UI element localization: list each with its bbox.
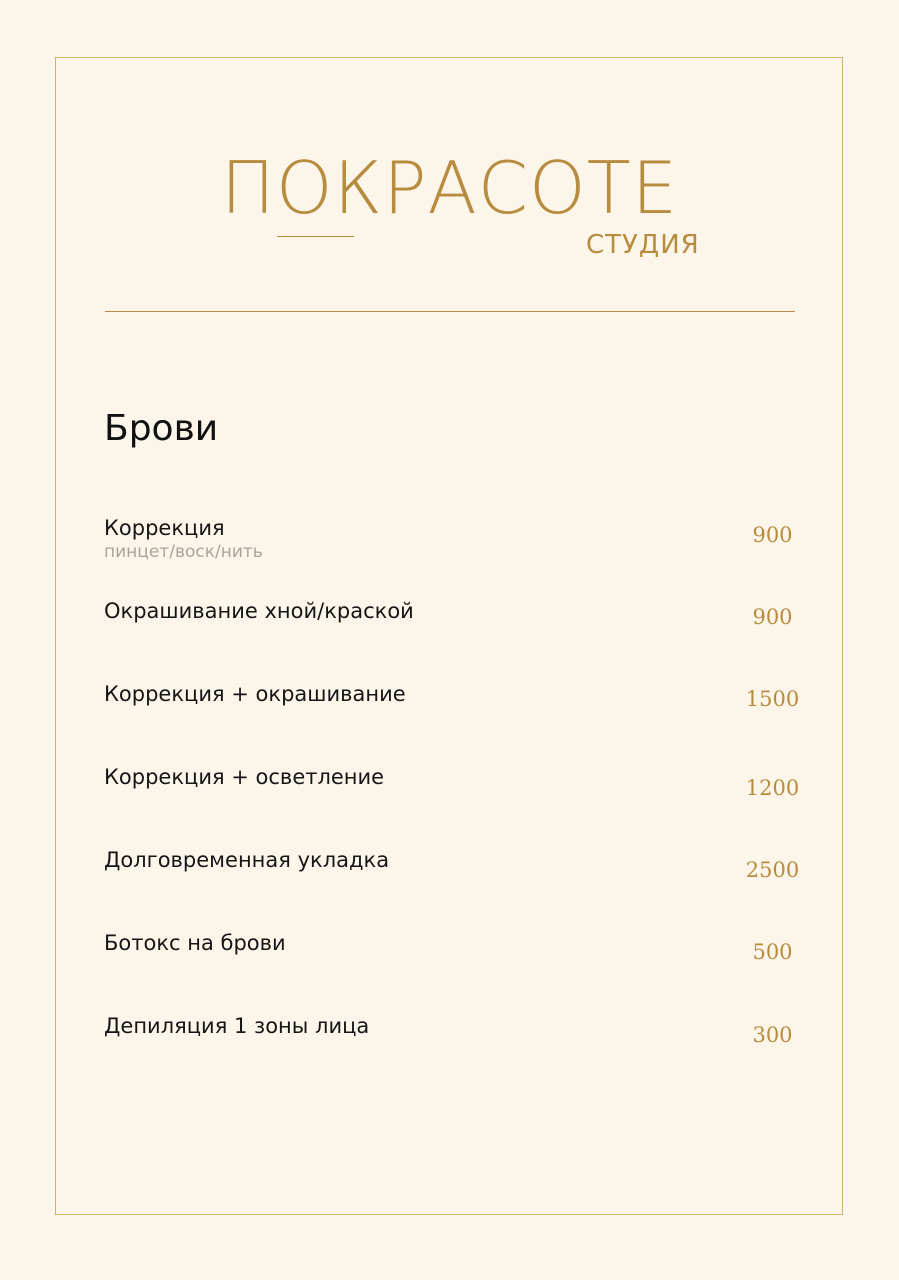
service-note: пинцет/воск/нить — [104, 542, 263, 562]
service-name: Ботокс на брови — [104, 931, 286, 955]
service-price: 900 — [752, 605, 793, 629]
service-item — [104, 514, 804, 562]
service-item — [104, 929, 804, 964]
brand-underline — [277, 236, 354, 237]
service-name: Окрашивание хной/краской — [104, 599, 414, 623]
service-item — [104, 846, 804, 882]
header-divider — [105, 311, 795, 312]
brand-name: ПОКРАСОТЕ — [220, 146, 679, 230]
service-price: 1200 — [745, 776, 800, 800]
service-name: Коррекция + осветление — [104, 765, 385, 789]
page-frame — [55, 57, 843, 1215]
brand-subtitle: СТУДИЯ — [586, 230, 700, 260]
service-name: Депиляция 1 зоны лица — [104, 1014, 370, 1038]
service-item — [104, 680, 804, 711]
service-item — [104, 597, 804, 629]
service-price: 900 — [752, 523, 793, 547]
service-price: 500 — [752, 940, 793, 964]
service-name: Коррекция — [104, 516, 225, 540]
service-item — [104, 1012, 804, 1047]
section-title: Брови — [104, 408, 219, 449]
service-name: Коррекция + окрашивание — [104, 682, 406, 706]
service-price: 1500 — [745, 687, 800, 711]
service-name: Долговременная укладка — [104, 848, 390, 872]
service-price: 2500 — [745, 858, 800, 882]
service-item — [104, 763, 804, 800]
service-price: 300 — [752, 1023, 793, 1047]
